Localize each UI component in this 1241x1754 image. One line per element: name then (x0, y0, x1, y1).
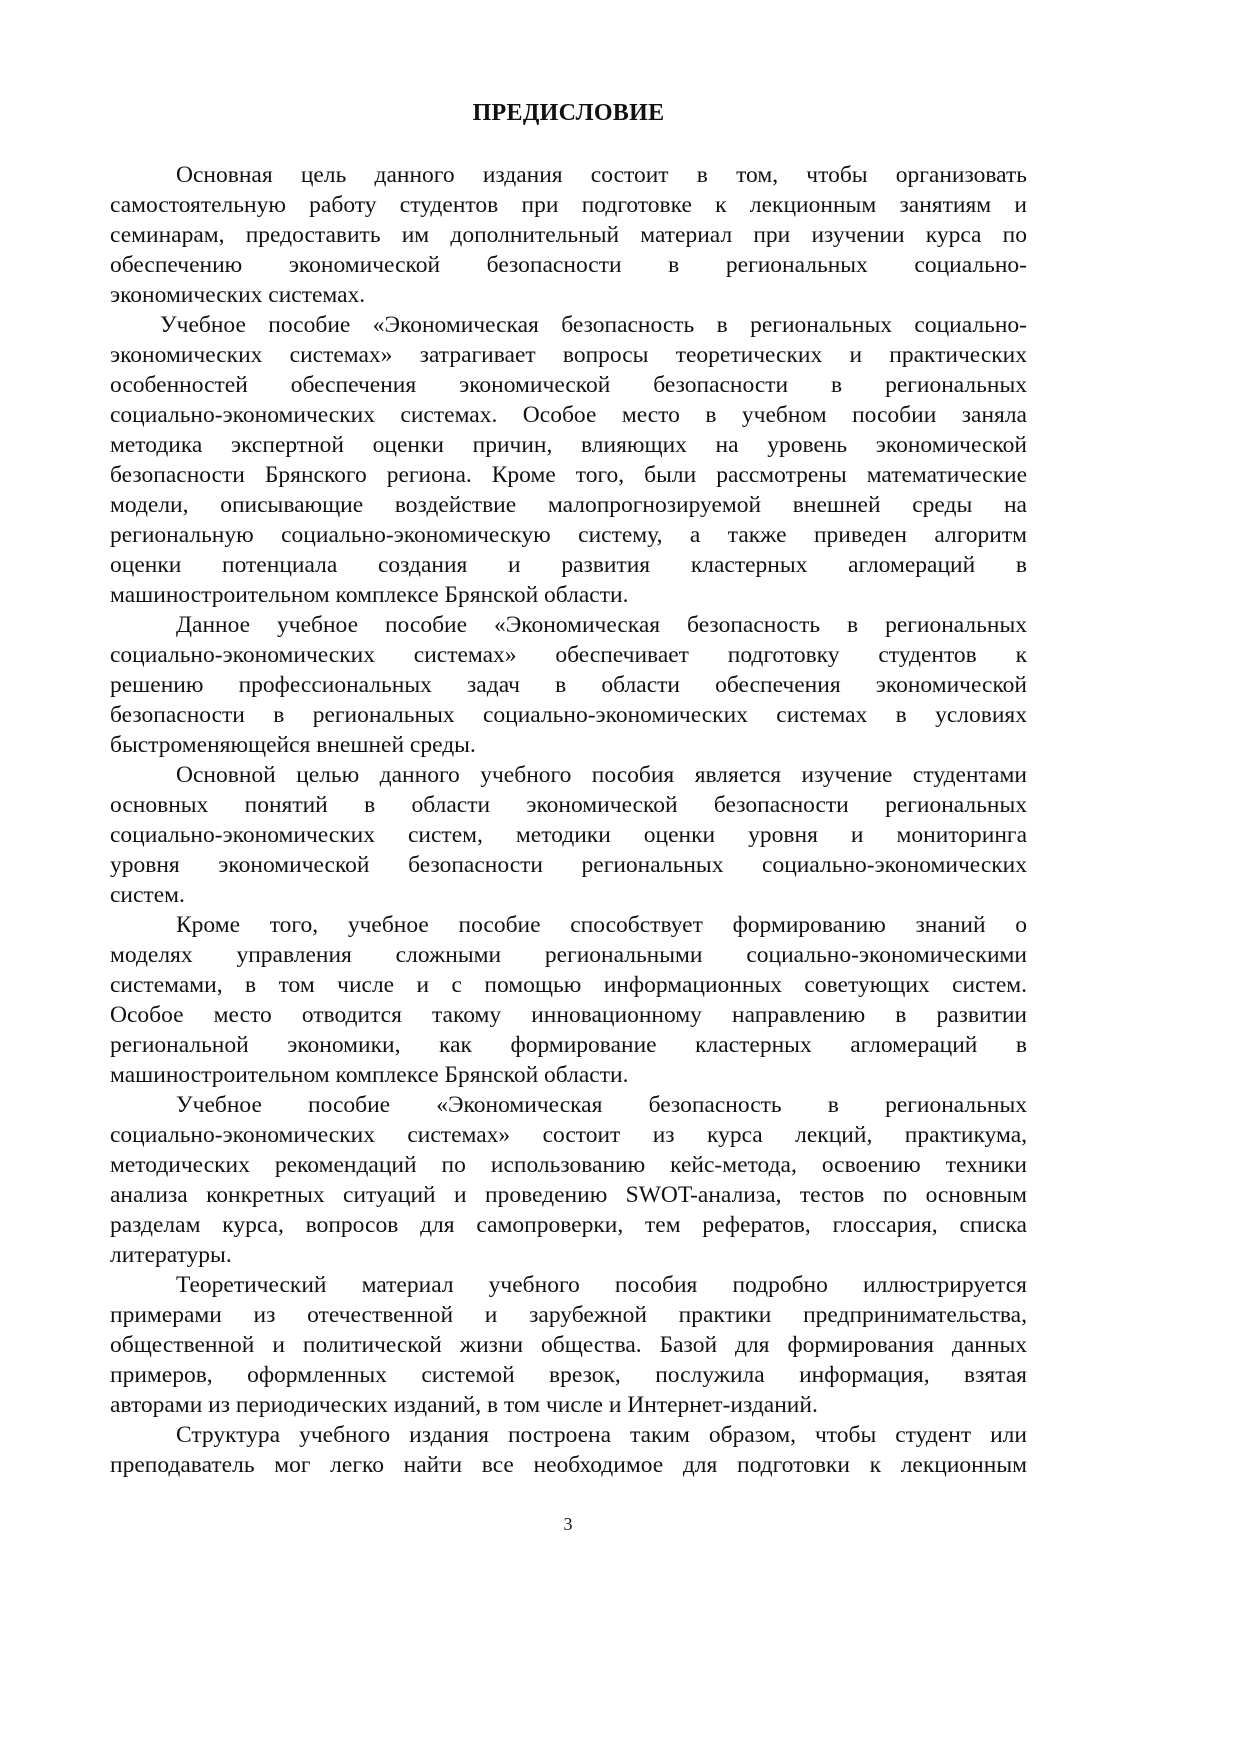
text-line: примерами из отечественной и зарубежной практики предпринимательства, (110, 1302, 1027, 1328)
text-line: Основная цель данного издания состоит в том, чтобы организовать (176, 162, 1027, 188)
text-line: безопасности в региональных социально-экономических системах в условиях (110, 702, 1027, 728)
text-line: особенностей обеспечения экономической безопасности в региональных (110, 372, 1027, 398)
text-line: Основной целью данного учебного пособия является изучение студентами (176, 762, 1027, 788)
text-line: социально-экономических системах. Особое место в учебном пособии заняла (110, 402, 1027, 428)
text-line: методических рекомендаций по использованию кейс-метода, освоению техники (110, 1152, 1027, 1178)
paragraph (110, 1420, 1027, 1480)
text-line: Теоретический материал учебного пособия подробно иллюстрируется (176, 1272, 1027, 1298)
text-line: Данное учебное пособие «Экономическая безопасность в региональных (176, 612, 1027, 638)
text-line: машиностроительном комплексе Брянской области. (110, 582, 629, 608)
text-line: региональной экономики, как формирование кластерных агломераций в (110, 1032, 1027, 1058)
document-body (110, 160, 1027, 1480)
text-line: оценки потенциала создания и развития кластерных агломераций в (110, 552, 1027, 578)
text-line: преподаватель мог легко найти все необходимое для подготовки к лекционным (110, 1452, 1027, 1478)
paragraph (110, 610, 1027, 760)
text-line: уровня экономической безопасности региональных социально-экономических (110, 852, 1027, 878)
text-line: общественной и политической жизни общества. Базой для формирования данных (110, 1332, 1027, 1358)
text-line: методика экспертной оценки причин, влияющих на уровень экономической (110, 432, 1027, 458)
text-line: социально-экономических систем, методики оценки уровня и мониторинга (110, 822, 1027, 848)
paragraph (110, 310, 1027, 610)
text-line: социально-экономических системах» состоит из курса лекций, практикума, (110, 1122, 1027, 1148)
text-line: авторами из периодических изданий, в том числе и Интернет-изданий. (110, 1392, 818, 1418)
text-line: машиностроительном комплексе Брянской области. (110, 1062, 629, 1088)
text-line: Учебное пособие «Экономическая безопасность в региональных социально- (160, 312, 1027, 338)
text-line: Структура учебного издания построена таким образом, чтобы студент или (176, 1422, 1027, 1448)
paragraph (110, 910, 1027, 1090)
paragraph (110, 760, 1027, 910)
text-line: Учебное пособие «Экономическая безопасность в региональных (176, 1092, 1027, 1118)
text-line: разделам курса, вопросов для самопроверки, тем рефератов, глоссария, списка (110, 1212, 1027, 1238)
text-line: самостоятельную работу студентов при подготовке к лекционным занятиям и (110, 192, 1027, 218)
text-line: системами, в том числе и с помощью информационных советующих систем. (110, 972, 1027, 998)
text-line: Особое место отводится такому инновационному направлению в развитии (110, 1002, 1027, 1028)
text-line: модели, описывающие воздействие малопрогнозируемой внешней среды на (110, 492, 1027, 518)
text-line: обеспечению экономической безопасности в региональных социально- (110, 252, 1027, 278)
text-line: экономических системах» затрагивает вопросы теоретических и практических (110, 342, 1027, 368)
page-title: ПРЕДИСЛОВИЕ (472, 100, 665, 126)
text-line: экономических системах. (110, 282, 366, 308)
paragraph (110, 1090, 1027, 1270)
text-line: анализа конкретных ситуаций и проведению SWOT-анализа, тестов по основным (110, 1182, 1027, 1208)
page-number: 3 (563, 1514, 573, 1534)
text-line: литературы. (110, 1242, 232, 1268)
text-line: семинарам, предоставить им дополнительный материал при изучении курса по (110, 222, 1027, 248)
text-line: быстроменяющейся внешней среды. (110, 732, 476, 758)
text-line: решению профессиональных задач в области обеспечения экономической (110, 672, 1027, 698)
text-line: моделях управления сложными региональными социально-экономическими (110, 942, 1027, 968)
text-line: Кроме того, учебное пособие способствует формированию знаний о (176, 912, 1027, 938)
paragraph (110, 1270, 1027, 1420)
text-line: основных понятий в области экономической безопасности региональных (110, 792, 1027, 818)
text-line: региональную социально-экономическую систему, а также приведен алгоритм (110, 522, 1027, 548)
text-line: примеров, оформленных системой врезок, послужила информация, взятая (110, 1362, 1027, 1388)
text-line: безопасности Брянского региона. Кроме того, были рассмотрены математические (110, 462, 1027, 488)
paragraph (110, 160, 1027, 310)
text-line: социально-экономических системах» обеспечивает подготовку студентов к (110, 642, 1027, 668)
text-line: систем. (110, 882, 185, 908)
